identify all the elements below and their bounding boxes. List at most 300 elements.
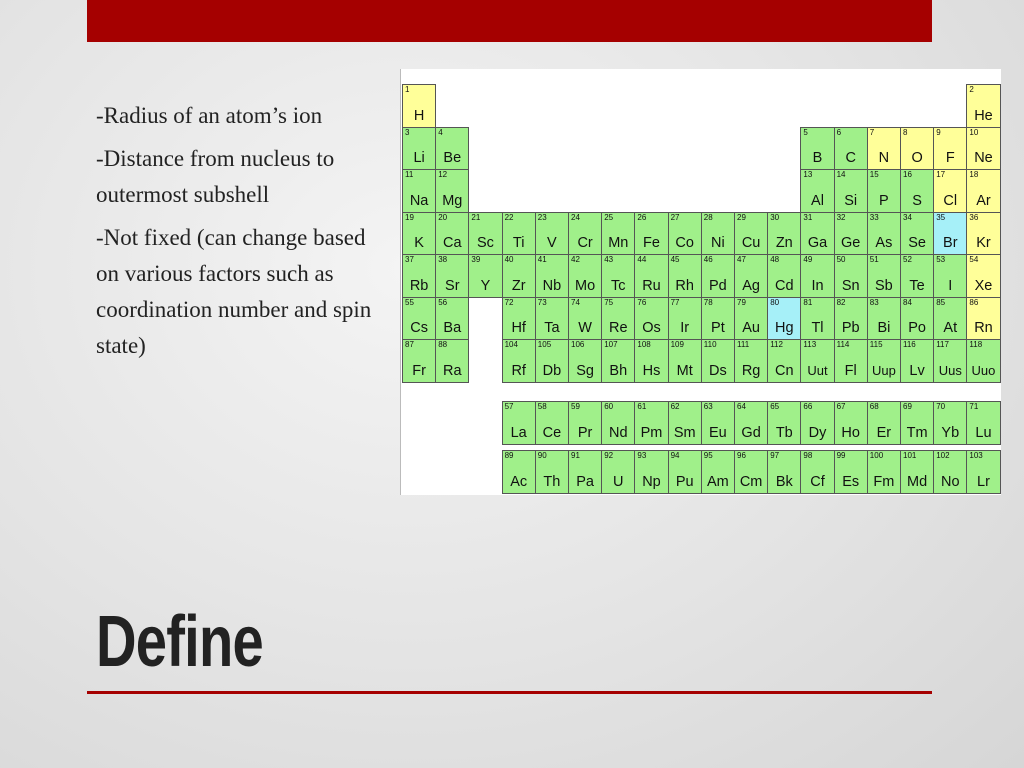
element-cell [800,297,834,341]
element-cell [701,339,735,383]
element-cell [734,297,768,341]
element-cell [435,212,469,256]
element-symbol: At [943,320,958,336]
element-cell [535,254,569,298]
element-cell [767,401,801,445]
element-cell [568,339,602,383]
element-cell [966,254,1000,298]
element-symbol: Uup [871,362,896,378]
element-symbol: B [812,150,823,166]
element-cell [800,339,834,383]
element-cell [402,169,436,213]
element-cell [933,212,967,256]
atomic-number: 106 [571,340,585,349]
element-cell [402,212,436,256]
element-symbol: Os [642,320,661,336]
element-cell [867,254,901,298]
element-symbol: H [413,107,425,124]
element-cell [634,401,668,445]
atomic-number: 109 [670,340,684,349]
element-symbol: Ds [709,362,727,379]
atomic-number: 81 [803,297,813,307]
atomic-number: 75 [604,297,614,307]
element-cell [800,127,834,171]
element-symbol: Mt [676,362,693,379]
element-cell [767,339,801,383]
element-symbol: Ti [512,235,525,251]
atomic-number: 29 [737,212,746,222]
element-cell [468,254,502,298]
element-cell [601,339,635,383]
atomic-number: 20 [438,212,448,222]
element-cell [535,212,569,256]
element-cell [834,401,868,445]
atomic-number: 3 [405,127,410,137]
element-cell [867,297,901,341]
atomic-number: 56 [438,297,448,307]
atomic-number: 113 [803,340,817,349]
element-cell [634,212,668,256]
element-symbol: Fe [643,235,660,251]
element-cell [867,339,901,383]
element-symbol: Re [609,320,628,336]
element-cell [933,339,967,383]
element-cell [668,339,702,383]
atomic-number: 72 [504,297,514,307]
element-symbol: Rh [675,277,694,294]
atomic-number: 112 [770,340,783,349]
element-symbol: Al [811,192,824,209]
element-cell [834,127,868,171]
element-symbol: Ta [544,320,560,336]
element-symbol: Er [876,424,892,441]
atomic-number: 76 [637,297,647,307]
atomic-number: 58 [537,402,547,411]
element-cell [502,297,536,341]
top-accent-bar [87,0,932,42]
element-cell [435,254,469,298]
element-cell [402,254,436,298]
element-symbol: He [974,107,993,124]
atomic-number: 86 [969,297,979,307]
element-symbol: Es [842,473,860,490]
atomic-number: 32 [836,212,846,222]
element-cell [900,339,934,383]
element-cell [900,297,934,341]
element-symbol: Mg [442,192,463,209]
element-symbol: Hg [775,320,794,336]
element-cell [734,339,768,383]
element-symbol: Ag [742,277,760,294]
element-symbol: O [911,150,923,166]
atomic-number: 68 [869,402,879,411]
element-symbol: Fl [844,362,857,379]
atomic-number: 94 [670,451,680,460]
atomic-number: 102 [936,451,950,460]
element-cell [435,339,469,383]
atomic-number: 118 [969,340,983,349]
element-symbol: Be [443,150,462,166]
atomic-number: 48 [770,255,780,264]
element-symbol: Pd [709,277,727,294]
atomic-number: 88 [438,340,448,349]
element-cell [767,254,801,298]
element-symbol: Ca [443,235,462,251]
element-cell [568,212,602,256]
element-symbol: Np [642,473,661,490]
element-symbol: Hf [511,320,526,336]
element-symbol: Tc [611,277,626,294]
element-symbol: Cl [943,192,958,209]
element-symbol: W [578,320,592,336]
element-symbol: Sg [576,362,594,379]
element-cell [668,254,702,298]
element-symbol: Cu [741,235,761,251]
element-cell [701,401,735,445]
bottom-accent-rule [87,691,932,694]
bullet-list [96,98,386,371]
element-cell [767,450,801,494]
atomic-number: 17 [936,170,946,179]
element-cell [701,297,735,341]
element-cell [435,127,469,171]
element-cell [867,212,901,256]
element-cell [933,401,967,445]
element-cell [502,212,536,256]
atomic-number: 49 [803,255,813,264]
element-cell [601,401,635,445]
atomic-number: 108 [637,340,651,349]
element-cell [634,339,668,383]
element-symbol: Rb [409,277,429,294]
element-symbol: V [547,235,557,251]
element-symbol: Au [742,320,760,336]
element-symbol: Eu [709,424,727,441]
element-symbol: Cn [775,362,794,379]
element-symbol: Uus [938,362,962,378]
element-cell [601,212,635,256]
atomic-number: 41 [537,255,547,264]
element-cell [966,169,1000,213]
element-symbol: Nb [542,277,562,294]
element-symbol: Ho [841,424,860,441]
element-symbol: Cr [577,235,593,251]
element-cell [900,450,934,494]
atomic-number: 21 [471,212,481,222]
element-symbol: Sb [875,277,893,294]
atomic-number: 51 [869,255,879,264]
atomic-number: 50 [836,255,846,264]
element-symbol: P [879,192,889,209]
atomic-number: 34 [903,212,912,222]
bullet-distance: -Distance from nucleus to outermost subshell [96,146,335,207]
atomic-number: 47 [737,255,746,264]
element-symbol: Y [480,277,491,294]
element-cell [900,127,934,171]
atomic-number: 64 [737,402,746,411]
element-symbol: Ne [974,150,993,166]
element-cell [535,339,569,383]
element-symbol: Rn [974,320,993,336]
atomic-number: 30 [770,212,780,222]
atomic-number: 37 [405,255,414,264]
element-symbol: Tl [811,320,824,336]
element-symbol: Pm [640,424,663,441]
atomic-number: 5 [803,127,808,137]
element-symbol: Ba [443,320,462,336]
element-symbol: Bh [609,362,628,379]
atomic-number: 84 [903,297,912,307]
element-symbol: Kr [976,235,991,251]
atomic-number: 35 [936,212,946,222]
atomic-number: 62 [670,402,680,411]
atomic-number: 39 [471,255,481,264]
element-symbol: Rf [511,362,526,379]
atomic-number: 95 [703,451,713,460]
element-symbol: Lv [909,362,925,379]
element-symbol: Br [943,235,958,251]
element-cell [634,297,668,341]
element-symbol: Ar [976,192,991,209]
element-symbol: Gd [741,424,761,441]
atomic-number: 90 [537,451,547,460]
element-symbol: Ra [443,362,462,379]
atomic-number: 4 [438,127,443,137]
element-cell [834,169,868,213]
element-symbol: La [510,424,527,441]
atomic-number: 74 [571,297,580,307]
atomic-number: 12 [438,170,448,179]
atomic-number: 22 [504,212,514,222]
atomic-number: 46 [703,255,713,264]
element-symbol: Cm [739,473,763,490]
atomic-number: 101 [903,451,917,460]
element-cell [701,254,735,298]
element-symbol: K [414,235,424,251]
atomic-number: 7 [869,127,875,137]
element-cell [966,84,1000,128]
element-symbol: Tb [775,424,793,441]
element-symbol: Zn [775,235,793,251]
element-symbol: Sr [445,277,460,294]
element-cell [933,297,967,341]
element-symbol: Tm [906,424,928,441]
element-cell [867,127,901,171]
element-symbol: C [845,150,856,166]
atomic-number: 45 [670,255,680,264]
atomic-number: 60 [604,402,614,411]
element-symbol: Ir [680,320,690,336]
element-cell [601,450,635,494]
element-symbol: Yb [941,424,960,441]
element-symbol: Fr [412,362,426,379]
element-cell [402,297,436,341]
element-symbol: Dy [808,424,827,441]
atomic-number: 67 [836,402,846,411]
atomic-number: 98 [803,451,813,460]
atomic-number: 1 [405,85,410,94]
atomic-number: 44 [637,255,647,264]
element-symbol: Pt [711,320,725,336]
atomic-number: 16 [903,170,912,179]
element-cell [900,401,934,445]
element-cell [634,254,668,298]
atomic-number: 63 [703,402,713,411]
element-cell [900,169,934,213]
atomic-number: 27 [670,212,680,222]
element-symbol: Te [909,277,925,294]
element-cell [800,212,834,256]
element-cell [701,212,735,256]
element-cell [402,84,436,128]
element-cell [834,450,868,494]
element-cell [966,297,1000,341]
element-symbol: N [878,150,890,166]
element-symbol: Zr [511,277,526,294]
atomic-number: 65 [770,402,780,411]
element-cell [468,212,502,256]
atomic-number: 87 [405,340,414,349]
element-symbol: Md [907,473,928,490]
atomic-number: 107 [604,340,618,349]
atomic-number: 97 [770,451,780,460]
element-symbol: No [941,473,960,490]
element-symbol: Sc [477,235,494,251]
element-cell [568,450,602,494]
element-symbol: Mn [608,235,629,251]
atomic-number: 104 [504,340,518,349]
atomic-number: 99 [836,451,846,460]
element-symbol: Db [542,362,562,379]
atomic-number: 14 [836,170,846,179]
element-cell [834,254,868,298]
element-cell [701,450,735,494]
element-symbol: Pa [576,473,594,490]
atomic-number: 6 [836,127,842,137]
element-cell [834,339,868,383]
element-cell [668,401,702,445]
element-cell [966,212,1000,256]
element-symbol: Nd [609,424,628,441]
element-symbol: Si [844,192,858,209]
element-cell [834,297,868,341]
element-symbol: Ni [711,235,725,251]
atomic-number: 103 [969,451,983,460]
element-symbol: Xe [974,277,993,294]
atomic-number: 52 [903,255,912,264]
atomic-number: 53 [936,255,946,264]
element-symbol: Li [413,150,425,166]
element-cell [634,450,668,494]
element-cell [800,401,834,445]
atomic-number: 59 [571,402,580,411]
element-symbol: Lu [975,424,992,441]
element-cell [535,401,569,445]
element-symbol: As [875,235,893,251]
atomic-number: 77 [670,297,680,307]
atomic-number: 69 [903,402,912,411]
bullet-radius: -Radius of an atom’s ion [96,103,323,128]
atomic-number: 114 [836,340,850,349]
element-symbol: Pu [675,473,694,490]
atomic-number: 38 [438,255,448,264]
element-cell [402,339,436,383]
atomic-number: 73 [537,297,547,307]
element-cell [867,401,901,445]
atomic-number: 55 [405,297,414,307]
atomic-number: 116 [903,340,916,349]
atomic-number: 91 [571,451,580,460]
element-symbol: Th [543,473,561,490]
element-cell [834,212,868,256]
element-cell [502,254,536,298]
element-symbol: Ac [510,473,528,490]
element-symbol: Se [908,235,926,251]
element-cell [900,254,934,298]
atomic-number: 96 [737,451,746,460]
atomic-number: 9 [936,127,941,137]
element-cell [734,401,768,445]
atomic-number: 2 [969,85,974,94]
atomic-number: 57 [504,402,514,411]
atomic-number: 92 [604,451,614,460]
element-symbol: Uuo [971,362,996,378]
element-cell [734,254,768,298]
atomic-number: 15 [869,170,879,179]
element-cell [933,127,967,171]
element-cell [900,212,934,256]
element-cell [966,450,1000,494]
element-cell [933,254,967,298]
element-cell [502,339,536,383]
atomic-number: 18 [969,170,979,179]
element-cell [668,212,702,256]
element-cell [668,297,702,341]
element-cell [435,169,469,213]
element-cell [435,297,469,341]
atomic-number: 89 [504,451,514,460]
atomic-number: 82 [836,297,846,307]
element-symbol: Sm [673,424,696,441]
element-symbol: Ru [642,277,661,294]
element-symbol: Ce [542,424,562,441]
element-cell [933,450,967,494]
atomic-number: 78 [703,297,713,307]
atomic-number: 43 [604,255,614,264]
atomic-number: 10 [969,127,979,137]
atomic-number: 36 [969,212,979,222]
atomic-number: 100 [869,451,884,460]
atomic-number: 11 [405,170,414,179]
element-cell [966,127,1000,171]
element-symbol: Am [707,473,729,490]
element-cell [568,401,602,445]
element-symbol: Cd [775,277,794,294]
element-cell [800,169,834,213]
atomic-number: 24 [571,212,580,222]
element-cell [601,297,635,341]
element-cell [734,450,768,494]
element-symbol: Sn [841,277,860,294]
atomic-number: 8 [903,127,908,137]
atomic-number: 13 [803,170,813,179]
element-symbol: Uut [807,362,828,378]
element-symbol: Cs [410,320,428,336]
atomic-number: 19 [405,212,414,222]
element-symbol: S [912,192,922,209]
element-cell [568,297,602,341]
atomic-number: 66 [803,402,813,411]
